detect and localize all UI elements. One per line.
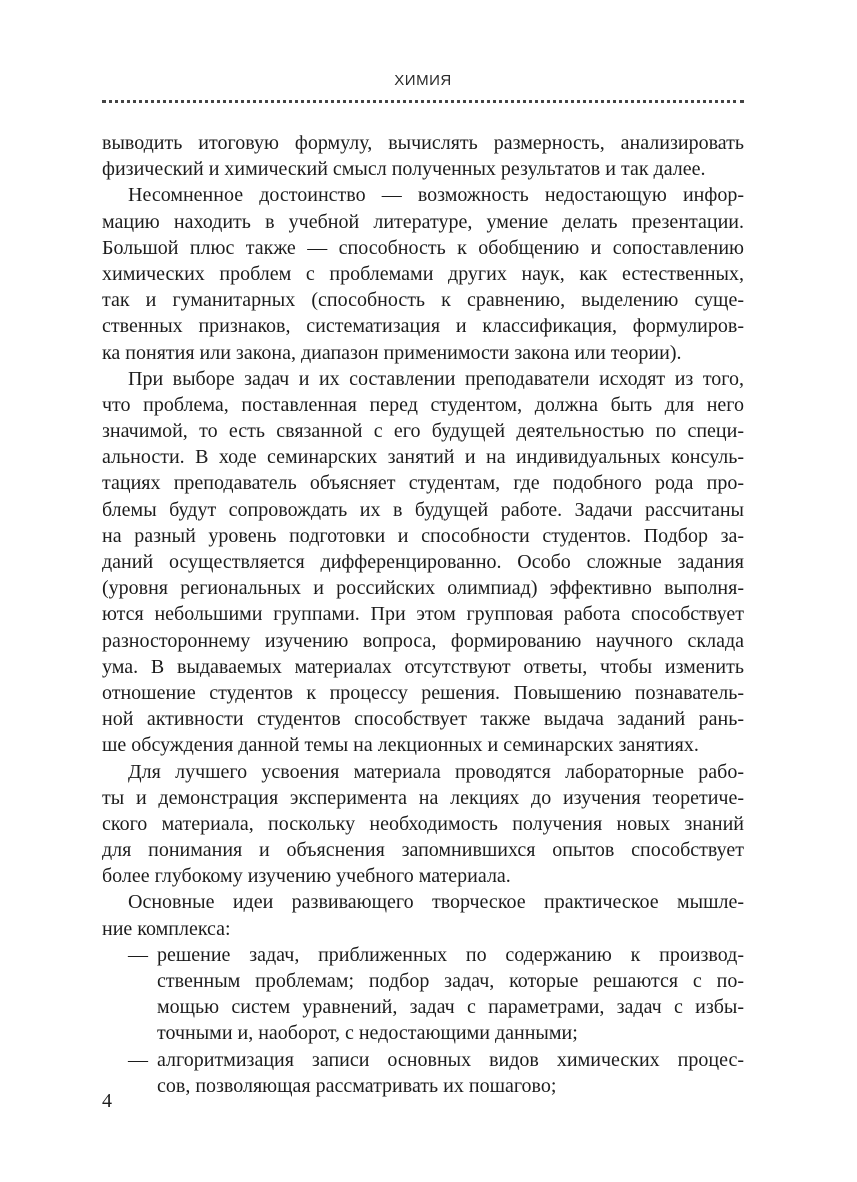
text-line: блемы будут сопровождать их в будущей работе. Задачи рассчитаны <box>102 498 744 521</box>
text-line: ственным проблемам; подбор задач, которые решаются с по- <box>157 970 744 992</box>
text-line: физический и химический смысл полученных результатов и так далее. <box>102 158 706 181</box>
text-line: тациях преподаватель объясняет студентам, где подобного рода про- <box>102 472 744 495</box>
text-line: выводить итоговую формулу, вычислять размерность, анализировать <box>102 132 744 154</box>
text-line: Несомненное достоинство — возможность недостающую инфор- <box>128 184 744 207</box>
text-line: ственных признаков, систематизация и классификация, формулиров- <box>102 315 744 338</box>
text-line: разностороннему изучению вопроса, формированию научного склада <box>102 629 744 652</box>
text-line: альности. В ходе семинарских занятий и на индивидуальных консуль- <box>102 446 744 469</box>
text-line: мощью систем уравнений, задач с параметрами, задач с избы- <box>157 996 744 1019</box>
text-line: ума. В выдаваемых материалах отсутствуют ответы, чтобы изменить <box>102 655 744 678</box>
text-line: ше обсуждения данной темы на лекционных и семинарских занятиях. <box>102 734 699 757</box>
text-line: ты и демонстрация эксперимента на лекциях до изучения теоретиче- <box>102 786 744 809</box>
text-line: ются небольшими группами. При этом групповая работа способствует <box>102 603 744 626</box>
text-line: что проблема, поставленная перед студентом, должна быть для него <box>102 393 744 416</box>
text-line: Для лучшего усвоения материала проводятся лабораторные рабо- <box>128 760 744 783</box>
header-dotted-rule <box>102 100 744 103</box>
text-line: значимой, то есть связанной с его будущей деятельностью по специ- <box>102 420 744 443</box>
bullet-dash: — <box>128 943 148 966</box>
text-line: точными и, наоборот, с недостающими данными; <box>157 1022 578 1045</box>
text-line: даний осуществляется дифференцированно. Особо сложные задания <box>102 551 744 573</box>
text-line: сов, позволяющая рассматривать их пошагово; <box>157 1074 557 1097</box>
text-line: Большой плюс также — способность к обобщению и сопоставлению <box>102 236 744 259</box>
page-number: 4 <box>102 1090 112 1112</box>
text-line: отношение студентов к процессу решения. Повышению познаватель- <box>102 681 744 704</box>
paragraph <box>102 366 744 759</box>
paragraph <box>102 889 744 941</box>
text-line: так и гуманитарных (способность к сравнению, выделению суще- <box>102 289 744 312</box>
paragraph <box>102 130 744 182</box>
text-line: ского материала, поскольку необходимость получения новых знаний <box>102 812 744 835</box>
text-line: для понимания и объяснения запомнившихся опытов способствует <box>102 839 744 862</box>
paragraph <box>102 759 744 890</box>
text-line: мацию находить в учебной литературе, умение делать презентации. <box>102 210 744 233</box>
text-line: ние комплекса: <box>102 917 231 940</box>
bullet-item <box>102 1047 744 1099</box>
text-line: решение задач, приближенных по содержанию к производ- <box>157 943 744 966</box>
text-line: химических проблем с проблемами других наук, как естественных, <box>102 262 744 285</box>
bullet-list <box>102 942 744 1099</box>
text-line: алгоритмизация записи основных видов химических процес- <box>157 1048 744 1071</box>
text-line: При выборе задач и их составлении преподаватели исходят из того, <box>128 367 744 390</box>
bullet-dash: — <box>128 1048 148 1071</box>
text-line: на разный уровень подготовки и способности студентов. Подбор за- <box>102 524 744 547</box>
body-text <box>102 130 744 1099</box>
running-head: ХИМИЯ <box>394 72 452 89</box>
text-line: Основные идеи развивающего творческое практическое мышле- <box>128 891 744 914</box>
text-line: ка понятия или закона, диапазон применимости закона или теории). <box>102 341 682 364</box>
text-line: ной активности студентов способствует также выдача заданий рань- <box>102 708 744 731</box>
text-line: более глубокому изучению учебного материала. <box>102 865 511 888</box>
paragraph <box>102 182 744 365</box>
text-line: (уровня региональных и российских олимпиад) эффективно выполня- <box>102 577 744 600</box>
bullet-item <box>102 942 744 1047</box>
